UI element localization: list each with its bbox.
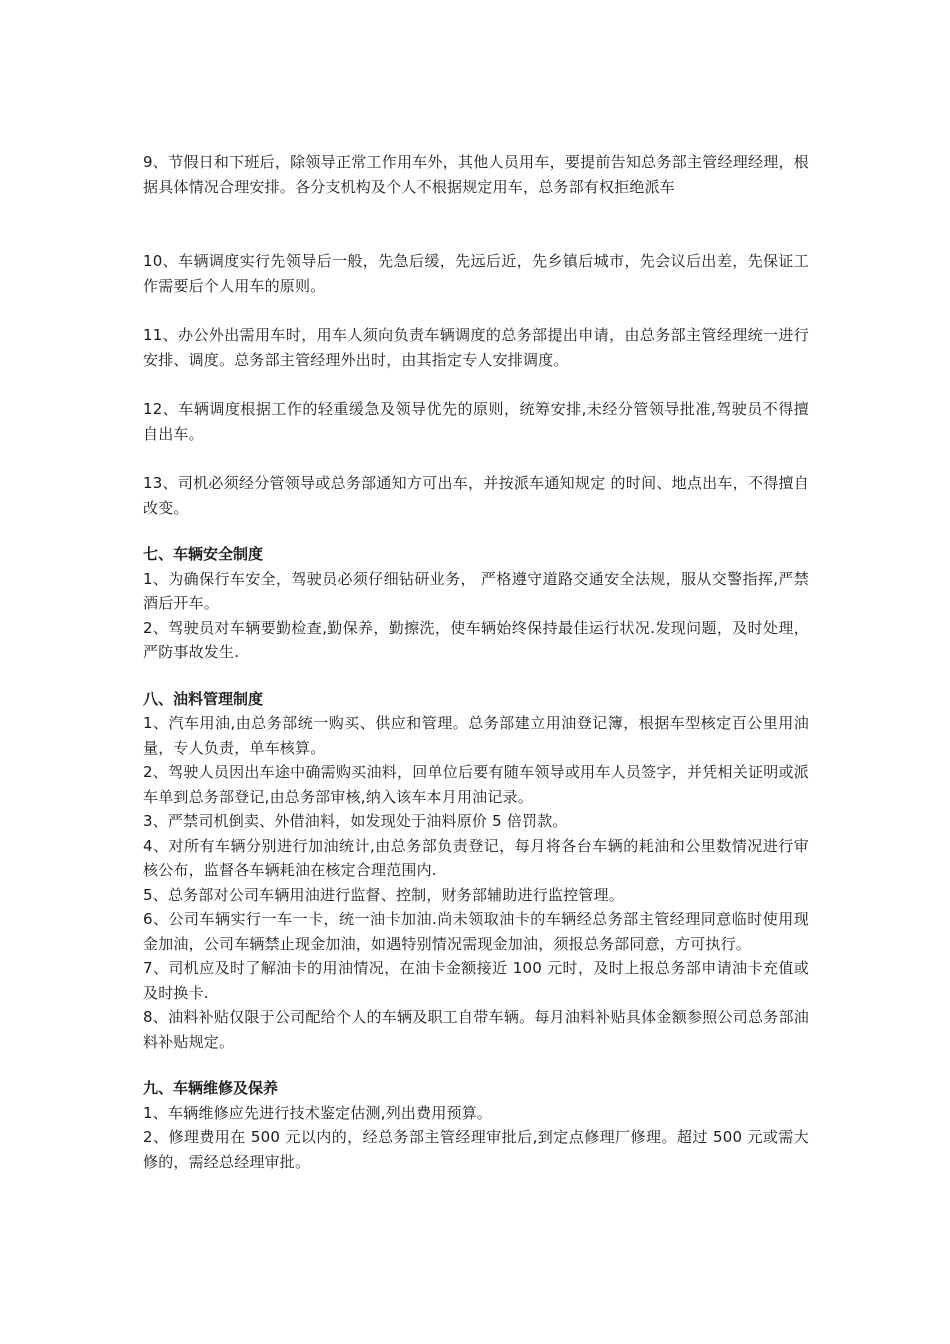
paragraph-11: 11、办公外出需用车时，用车人须向负责车辆调度的总务部提出申请，由总务部主管经理统一进行安排、调度。总务部主管经理外出时，由其指定专人安排调度。 bbox=[143, 326, 809, 369]
section-vehicle-maintenance bbox=[143, 1076, 809, 1174]
section-heading: 八、油料管理制度 bbox=[143, 689, 264, 708]
list-item: 7、司机应及时了解油卡的用油情况，在油卡金额接近 100 元时，及时上报总务部申请油卡充值或及时换卡. bbox=[143, 959, 809, 1002]
list-item: 6、公司车辆实行一车一卡，统一油卡加油.尚未领取油卡的车辆经总务部主管经理同意临时使用现金加油，公司车辆禁止现金加油，如遇特别情况需现金加油，须报总务部同意，方可执行。 bbox=[143, 910, 809, 953]
paragraph-13: 13、司机必须经分管领导或总务部通知方可出车，并按派车通知规定 的时间、地点出车，不得擅自改变。 bbox=[143, 474, 809, 517]
list-item: 8、油料补贴仅限于公司配给个人的车辆及职工自带车辆。每月油料补贴具体金额参照公司总务部油料补贴规定。 bbox=[143, 1008, 809, 1051]
list-item: 2、驾驶人员因出车途中确需购买油料，回单位后要有随车领导或用车人员签字，并凭相关证明或派车单到总务部登记,由总务部审核,纳入该车本月用油记录。 bbox=[143, 763, 809, 806]
list-item: 1、为确保行车安全，驾驶员必须仔细钻研业务， 严格遵守道路交通安全法规，服从交警指挥,严禁酒后开车。 bbox=[143, 569, 809, 612]
list-item: 5、总务部对公司车辆用油进行监督、控制，财务部辅助进行监控管理。 bbox=[143, 885, 624, 904]
section-fuel-management bbox=[143, 687, 809, 1055]
paragraph-9: 9、节假日和下班后，除领导正常工作用车外，其他人员用车，要提前告知总务部主管经理经理，根据具体情况合理安排。各分支机构及个人不根据规定用车，总务部有权拒绝派车 bbox=[143, 153, 809, 196]
document-page bbox=[143, 150, 809, 1174]
section-heading: 七、车辆安全制度 bbox=[143, 545, 264, 563]
list-item: 4、对所有车辆分别进行加油统计,由总务部负责登记，每月将各台车辆的耗油和公里数情况进行审核公布，监督各车辆耗油在核定合理范围内. bbox=[143, 836, 809, 879]
list-item: 3、严禁司机倒卖、外借油料，如发现处于油料原价 5 倍罚款。 bbox=[143, 812, 568, 830]
section-heading: 九、车辆维修及保养 bbox=[143, 1079, 279, 1097]
paragraph-10: 10、车辆调度实行先领导后一般，先急后缓，先远后近，先乡镇后城市，先会议后出差，先保证工作需要后个人用车的原则。 bbox=[143, 252, 809, 295]
list-item: 2、修理费用在 500 元以内的，经总务部主管经理审批后,到定点修理厂修理。超过 500 元或需大修的，需经总经理审批。 bbox=[143, 1128, 809, 1171]
section-vehicle-safety bbox=[143, 542, 809, 665]
list-item: 2、驾驶员对车辆要勤检查,勤保养，勤擦洗，使车辆始终保持最佳运行状况.发现问题，及时处理，严防事故发生. bbox=[143, 618, 809, 661]
list-item: 1、车辆维修应先进行技术鉴定估测,列出费用预算。 bbox=[143, 1103, 493, 1122]
paragraph-12: 12、车辆调度根据工作的轻重缓急及领导优先的原则，统筹安排,未经分管领导批准,驾驶员不得擅自出车。 bbox=[143, 400, 809, 443]
list-item: 1、汽车用油,由总务部统一购买、供应和管理。总务部建立用油登记簿，根据车型核定百公里用油量，专人负责，单车核算。 bbox=[143, 714, 809, 757]
